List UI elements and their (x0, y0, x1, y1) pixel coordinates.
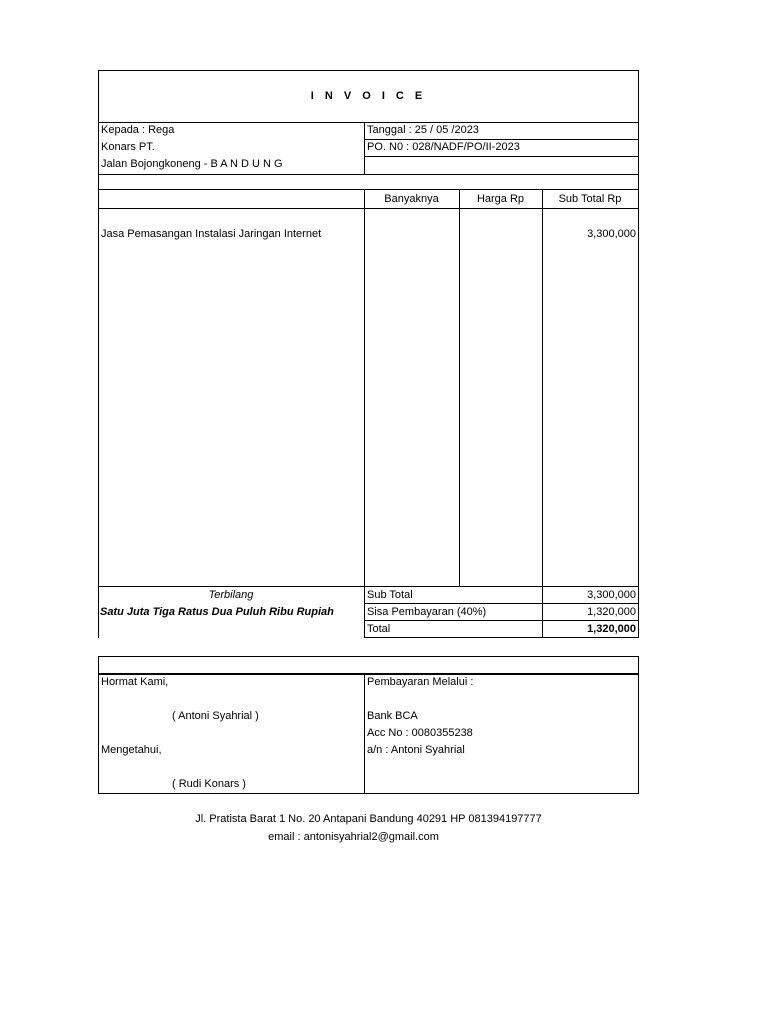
acknowledged-label: Mengetahui, (101, 744, 162, 756)
amount-in-words-label: Terbilang (208, 589, 254, 601)
customer-company: Konars PT. (101, 141, 155, 153)
signer-name: ( Antoni Syahrial ) (172, 710, 259, 722)
account-holder: a/n : Antoni Syahrial (367, 744, 465, 756)
footer-email: email : antonisyahrial2@gmail.com (268, 831, 439, 843)
total-label: Total (367, 623, 391, 635)
customer-address: Jalan Bojongkoneng - B A N D U N G (101, 158, 283, 170)
remaining-payment-value: 1,320,000 (587, 606, 636, 618)
amount-in-words: Satu Juta Tiga Ratus Dua Puluh Ribu Rupiah (100, 606, 334, 618)
footer-address: Jl. Pratista Barat 1 No. 20 Antapani Bandung 40291 HP 081394197777 (195, 813, 542, 825)
bank-name: Bank BCA (367, 710, 418, 722)
payment-method-label: Pembayaran Melalui : (367, 676, 474, 688)
po-number: PO. N0 : 028/NADF/PO/II-2023 (367, 141, 520, 153)
item-description: Jasa Pemasangan Instalasi Jaringan Internet (101, 228, 322, 240)
column-header-qty: Banyaknya (384, 193, 439, 205)
item-subtotal: 3,300,000 (587, 228, 636, 240)
customer-name: Kepada : Rega (101, 124, 175, 136)
invoice-date: Tanggal : 25 / 05 /2023 (367, 124, 479, 136)
acknowledger-name: ( Rudi Konars ) (172, 778, 246, 790)
subtotal-label: Sub Total (367, 589, 413, 601)
account-number: Acc No : 0080355238 (367, 727, 473, 739)
subtotal-value: 3,300,000 (587, 589, 636, 601)
column-header-price: Harga Rp (476, 193, 525, 205)
invoice-title: I N V O I C E (310, 90, 427, 102)
column-header-subtotal: Sub Total Rp (558, 193, 622, 205)
total-value: 1,320,000 (587, 623, 636, 635)
regards-label: Hormat Kami, (101, 676, 169, 688)
remaining-payment-label: Sisa Pembayaran (40%) (367, 606, 487, 618)
